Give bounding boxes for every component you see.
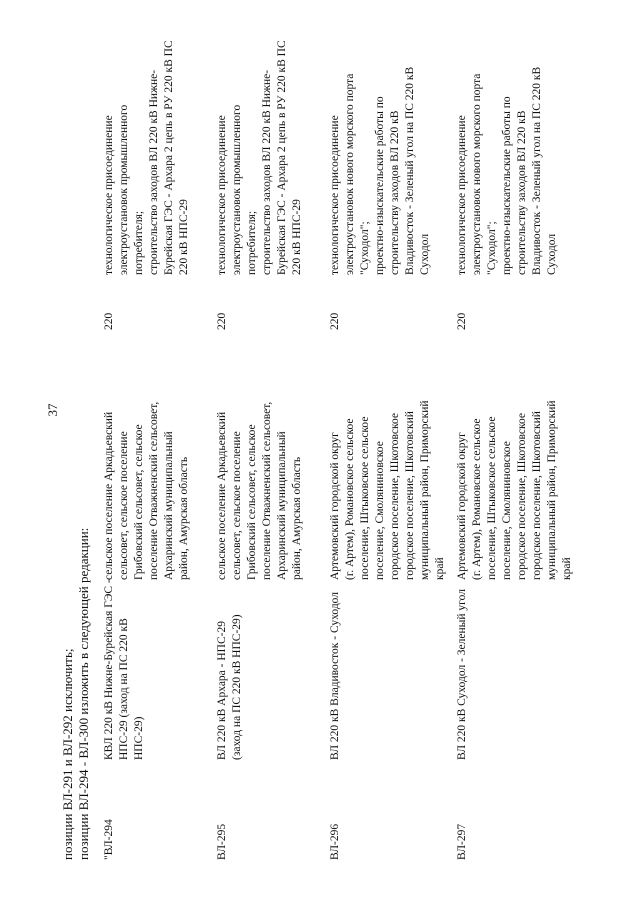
row-code: ВЛ-297 [456,823,468,860]
voltage: 220 [329,312,341,330]
territory: сельское поселение Аркадьевский сельсовет, сельское поселение Грибовский сельсовет, сельское поселение Отважненский сельсовет, Архаринский муниципальный район, Амурская область [103,401,190,580]
line-name: КВЛ 220 кВ Нижне-Бурейская ГЭС - НПС-29 (заход на ПС 220 кВ НПС-29) [103,579,145,760]
territory: Артемовский городской округ (г. Артем), Романовское сельское поселение, Штыковское сельское поселение, Смоляниновское городское поселение, Шкотовское городское поселение, Шкотовский муниципальный район, Приморский край [456,400,573,580]
purpose: технологическое присоединение электроустановок нового морского порта "Суходол"; проектно-изыскательские работы по строительству заходов ВЛ 220 кВ Владивосток - Зеленый угол на ПС 220 кВ Суходол [329,66,431,275]
line-name: ВЛ 220 кВ Суходол - Зеленый угол [456,589,468,760]
table-row [455,60,595,860]
table-row [328,60,468,860]
voltage: 220 [456,312,468,330]
purpose: технологическое присоединение электроустановок промышленного потребителя; строительство заходов ВЛ 220 кВ Нижне- Бурейская ГЭС - Архара 2 цепь в РУ 220 кВ ПС 220 кВ НПС-29 [216,40,303,275]
page-number: 37 [45,403,60,417]
territory: сельское поселение Аркадьевский сельсовет, сельское поселение Грибовский сельсовет, сельское поселение Отважненский сельсовет, Архаринский муниципальный район, Амурская область [216,401,303,580]
voltage: 220 [216,312,228,330]
row-code: ВЛ-296 [329,823,341,860]
row-code: "ВЛ-294 [103,819,115,860]
purpose: технологическое присоединение электроустановок нового морского порта "Суходол"; проектно-изыскательские работы по строительству заходов ВЛ 220 кВ Владивосток - Зеленый угол на ПС 220 кВ Суходол [456,66,558,275]
row-code: ВЛ-295 [216,823,228,860]
line-name: ВЛ 220 кВ Владивосток - Суходол [329,591,341,760]
territory: Артемовский городской округ (г. Артем), Романовское сельское поселение, Штыковское сельское поселение, Смоляниновское городское поселение, Шкотовское городское поселение, Шкотовский муниципальный район, Приморский край [329,400,446,580]
line-name: ВЛ 220 кВ Архара - НПС-29 (заход на ПС 220 кВ НПС-29) [216,614,243,760]
purpose: технологическое присоединение электроустановок промышленного потребителя; строительство заходов ВЛ 220 кВ Нижне- Бурейская ГЭС - Архара 2 цепь в РУ 220 кВ ПС 220 кВ НПС-29 [103,40,190,275]
voltage: 220 [103,312,115,330]
intro-line: позиции ВЛ-294 - ВЛ-300 изложить в следующей редакции: [76,527,91,860]
intro-line: позиции ВЛ-291 и ВЛ-292 исключить; [60,648,75,860]
rotated-content [60,40,600,860]
